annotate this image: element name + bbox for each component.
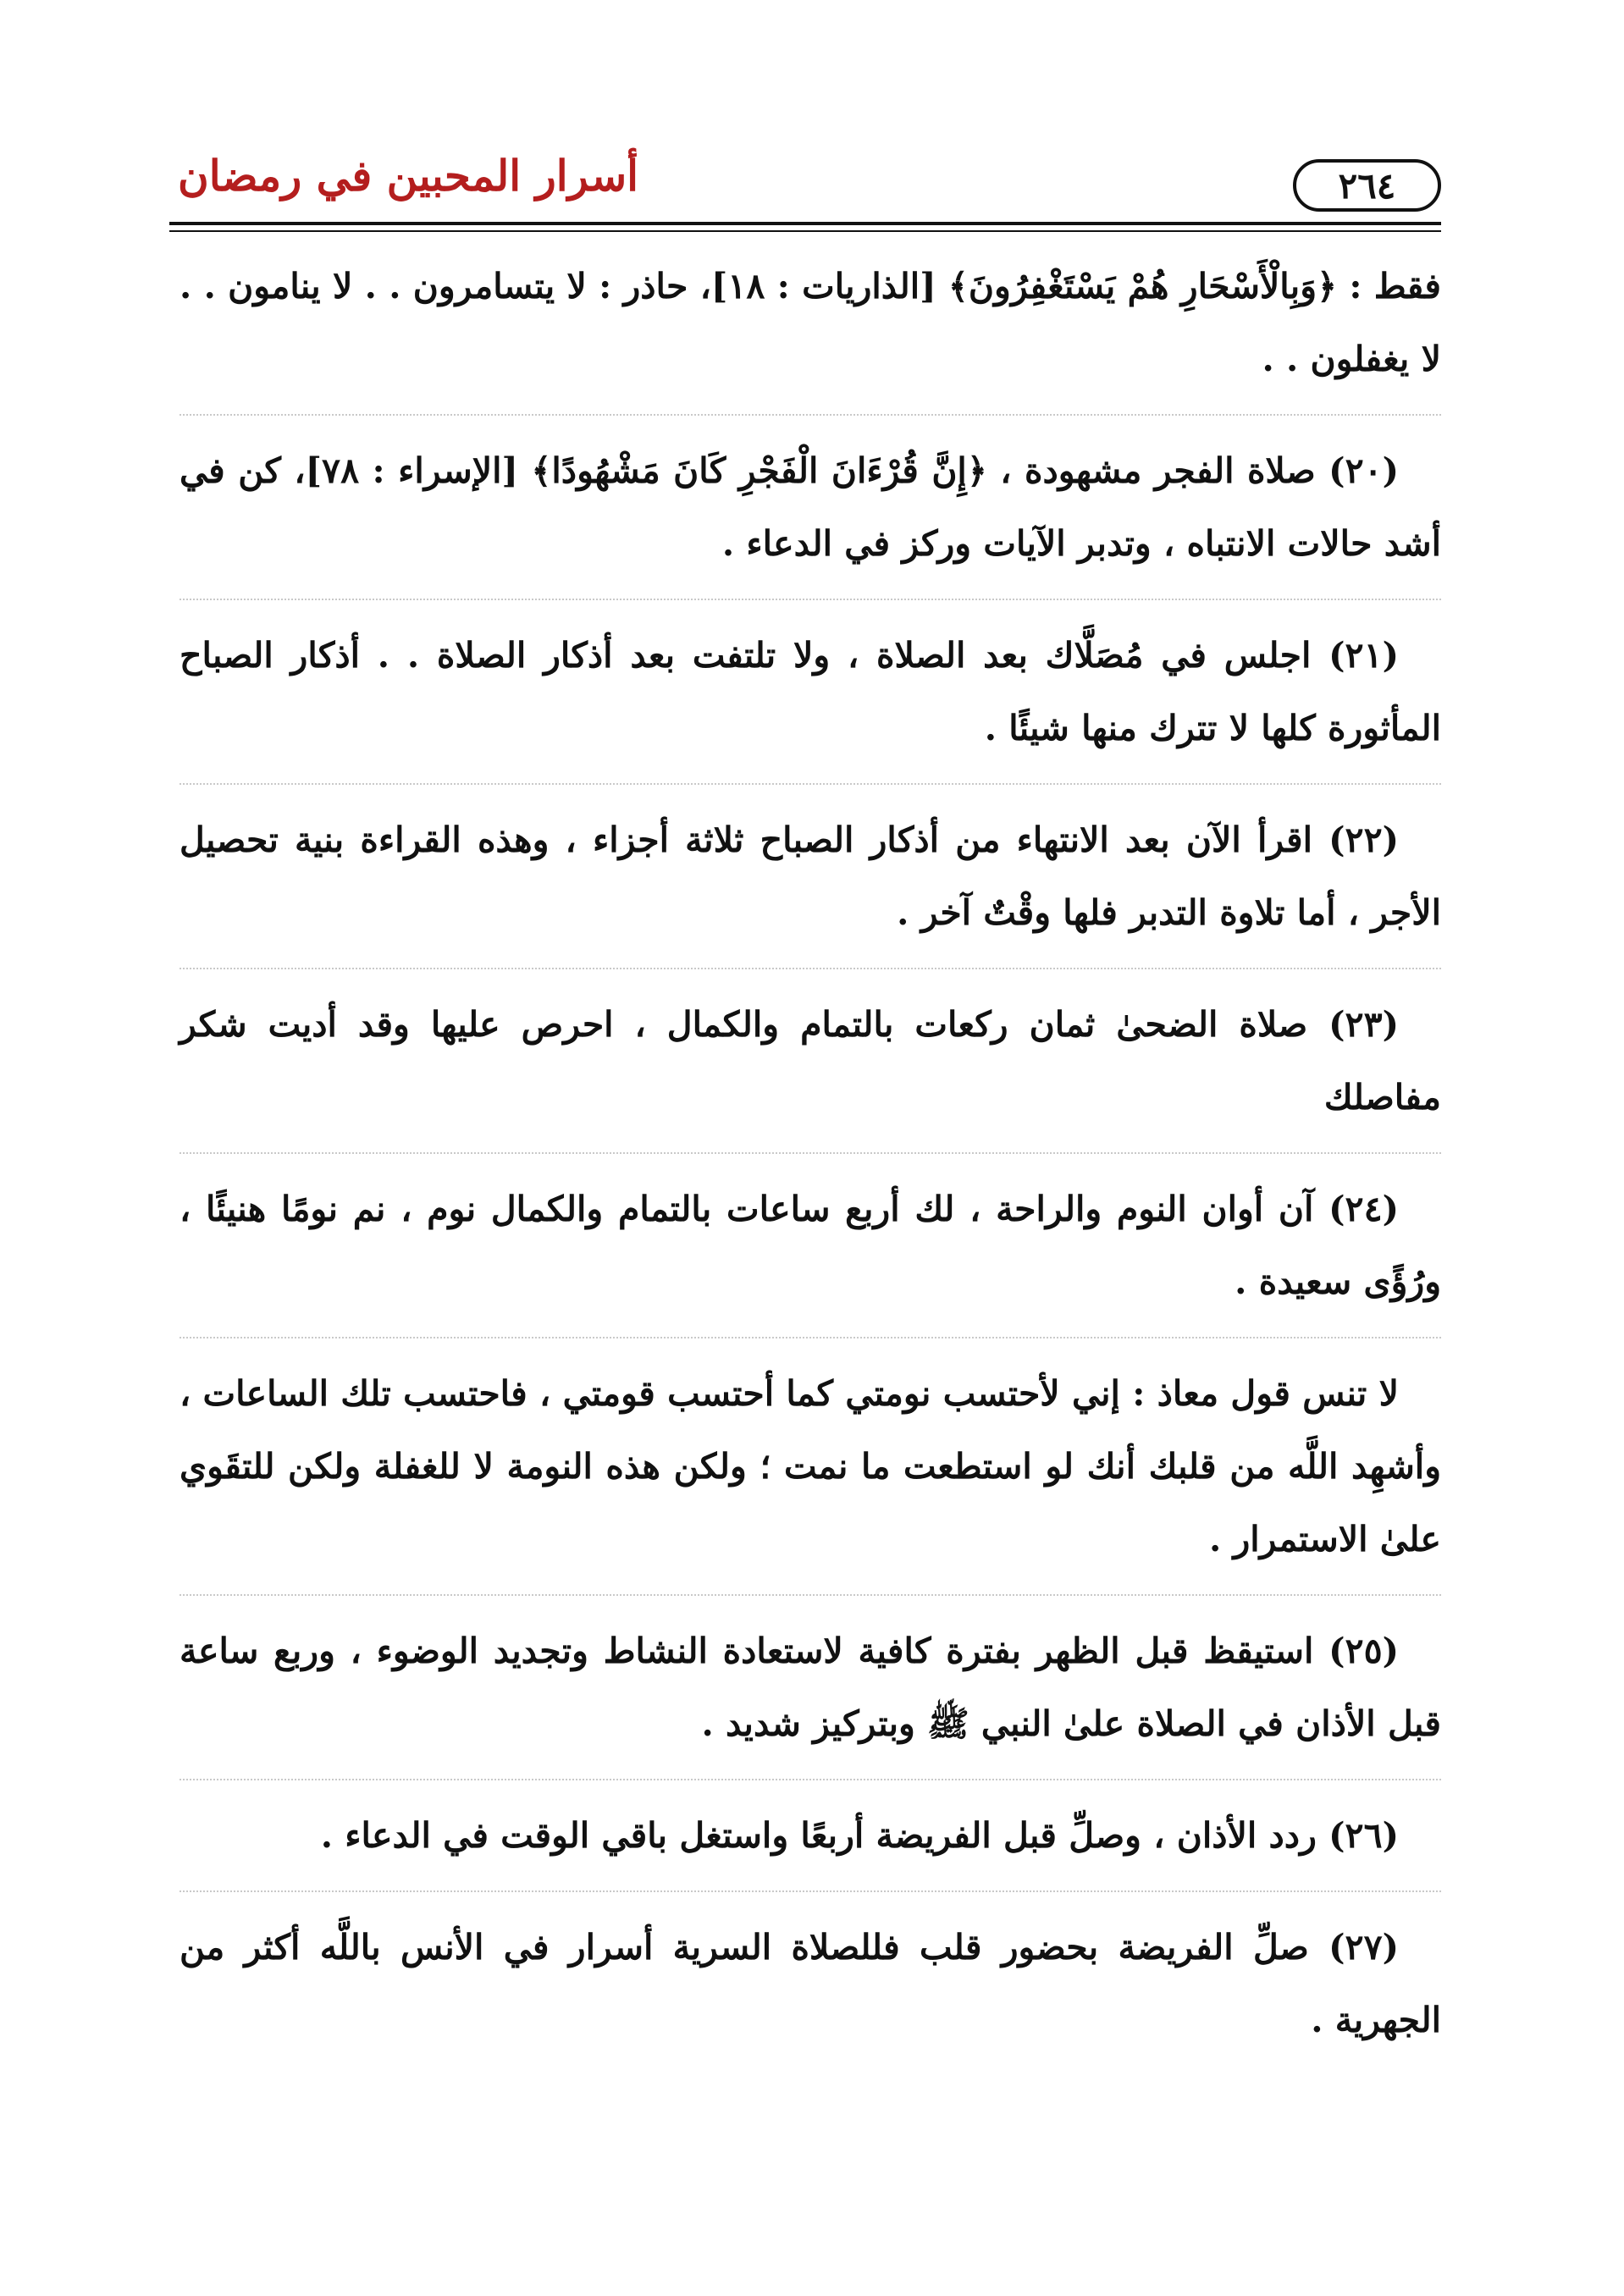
paragraph-muadh-quote: لا تنس قول معاذ : إني لأحتسب نومتي كما أحتسب قومتي ، فاحتسب تلك الساعات ، وأشهِد اللَّه من قلبك أنك لو استطعت ما نمت ؛ ولكن هذه النومة لا للغفلة ولكن للتقَوي علىٰ الاستمرار .	[180, 1373, 1441, 1559]
paragraph-divider	[180, 1152, 1441, 1154]
book-title: أسرار المحبين في رمضان	[178, 151, 638, 201]
header-rule	[169, 222, 1441, 225]
page-number: ٢٦٤	[1293, 159, 1441, 212]
paragraph-item-25: (٢٥) استيقظ قبل الظهر بفترة كافية لاستعادة النشاط وتجديد الوضوء ، وربع ساعة قبل الأذان في الصلاة علىٰ النبي ﷺ وبتركيز شديد .	[180, 1631, 1441, 1744]
paragraph-divider	[180, 1890, 1441, 1892]
paragraph-item-27: (٢٧) صلِّ الفريضة بحضور قلب فللصلاة السرية أسرار في الأنس باللَّه أكثر من الجهرية .	[180, 1927, 1441, 2040]
paragraph-item-23: (٢٣) صلاة الضحىٰ ثمان ركعات بالتمام والكمال ، احرص عليها وقد أديت شكر مفاصلك	[180, 1004, 1441, 1118]
paragraph-divider	[180, 414, 1441, 416]
paragraph-item-20: (٢٠) صلاة الفجر مشهودة ، ﴿إِنَّ قُرْءَانَ الْفَجْرِ كَانَ مَشْهُودًا﴾ [الإسراء : ٧٨]، كن في أشد حالات الانتباه ، وتدبر الآيات وركز في الدعاء .	[180, 450, 1441, 564]
paragraph-divider	[180, 599, 1441, 600]
paragraph-divider	[180, 1337, 1441, 1338]
header-rule-thin	[169, 230, 1441, 232]
paragraph-item-21: (٢١) اجلس في مُصَلَّاك بعد الصلاة ، ولا تلتفت بعد أذكار الصلاة . . أذكار الصباح المأثورة كلها لا تترك منها شيئًا .	[180, 635, 1441, 748]
paragraph-item-24: (٢٤) آن أوان النوم والراحة ، لك أربع ساعات بالتمام والكمال نوم ، نم نومًا هنيئًا ، ورُؤًى سعيدة .	[180, 1189, 1441, 1302]
paragraph-divider	[180, 783, 1441, 785]
paragraph-divider	[180, 1594, 1441, 1596]
paragraph-continued: فقط : ﴿وَبِالْأَسْحَارِ هُمْ يَسْتَغْفِرُونَ﴾ [الذاريات : ١٨]، حاذر : لا يتسامرون . . لا ينامون . . لا يغفلون . .	[180, 266, 1442, 379]
paragraph-divider	[180, 968, 1441, 969]
paragraph-item-26: (٢٦) ردد الأذان ، وصلِّ قبل الفريضة أربعًا واستغل باقي الوقت في الدعاء .	[320, 1815, 1399, 1856]
paragraph-item-22: (٢٢) اقرأ الآن بعد الانتهاء من أذكار الصباح ثلاثة أجزاء ، وهذه القراءة بنية تحصيل الأجر ، أما تلاوة التدبر فلها وقْتٌ آخر .	[180, 820, 1441, 933]
page-header	[169, 144, 1441, 224]
paragraph-divider	[180, 1779, 1441, 1780]
page-body	[180, 250, 1441, 2056]
